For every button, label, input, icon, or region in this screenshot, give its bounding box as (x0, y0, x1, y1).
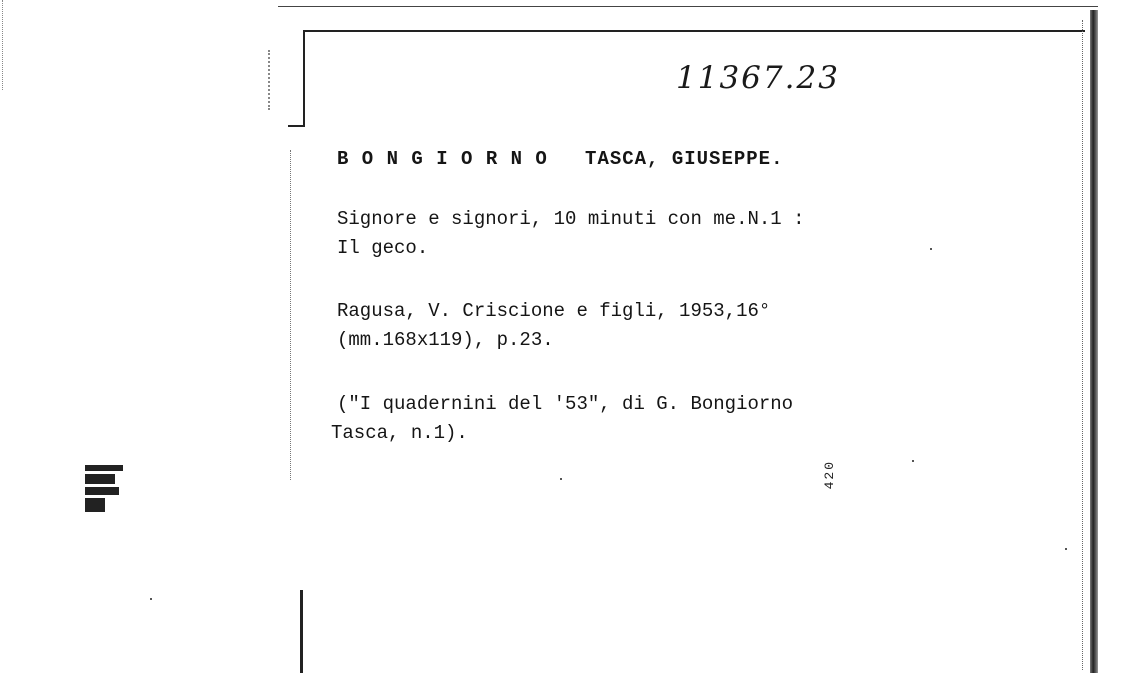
card-left-border (303, 30, 305, 125)
scan-speck (912, 460, 914, 462)
series-note-line: ("I quadernini del '53", di G. Bongiorno (337, 393, 794, 415)
scan-border-mark (268, 50, 270, 110)
title-line: Signore e signori, 10 minuti con me.N.1 : (337, 208, 805, 230)
card-top-edge (278, 6, 1098, 7)
side-number: 420 (822, 460, 837, 490)
author-heading: B O N G I O R N O TASCA, GIUSEPPE. (337, 148, 784, 170)
publication-line: Ragusa, V. Criscione e figli, 1953,16° (337, 300, 771, 322)
card-top-border (305, 30, 1085, 32)
scan-speck (560, 478, 562, 480)
card-left-dotted-edge (290, 150, 291, 480)
card-right-edge (1090, 10, 1098, 673)
scan-speck (930, 248, 932, 250)
scan-speck (1065, 548, 1067, 550)
title-line: Il geco. (337, 237, 429, 259)
scan-border-mark (2, 0, 3, 90)
scan-artifact-mark (85, 465, 123, 525)
card-left-border-foot (288, 125, 305, 127)
card-right-dotted-edge (1082, 20, 1083, 670)
shelfmark-handwritten: 11367.23 (676, 60, 840, 96)
card-left-lower-border (300, 590, 303, 673)
publication-line: (mm.168x119), p.23. (337, 329, 554, 351)
scan-speck (150, 598, 152, 600)
series-note-line: Tasca, n.1). (331, 422, 468, 444)
